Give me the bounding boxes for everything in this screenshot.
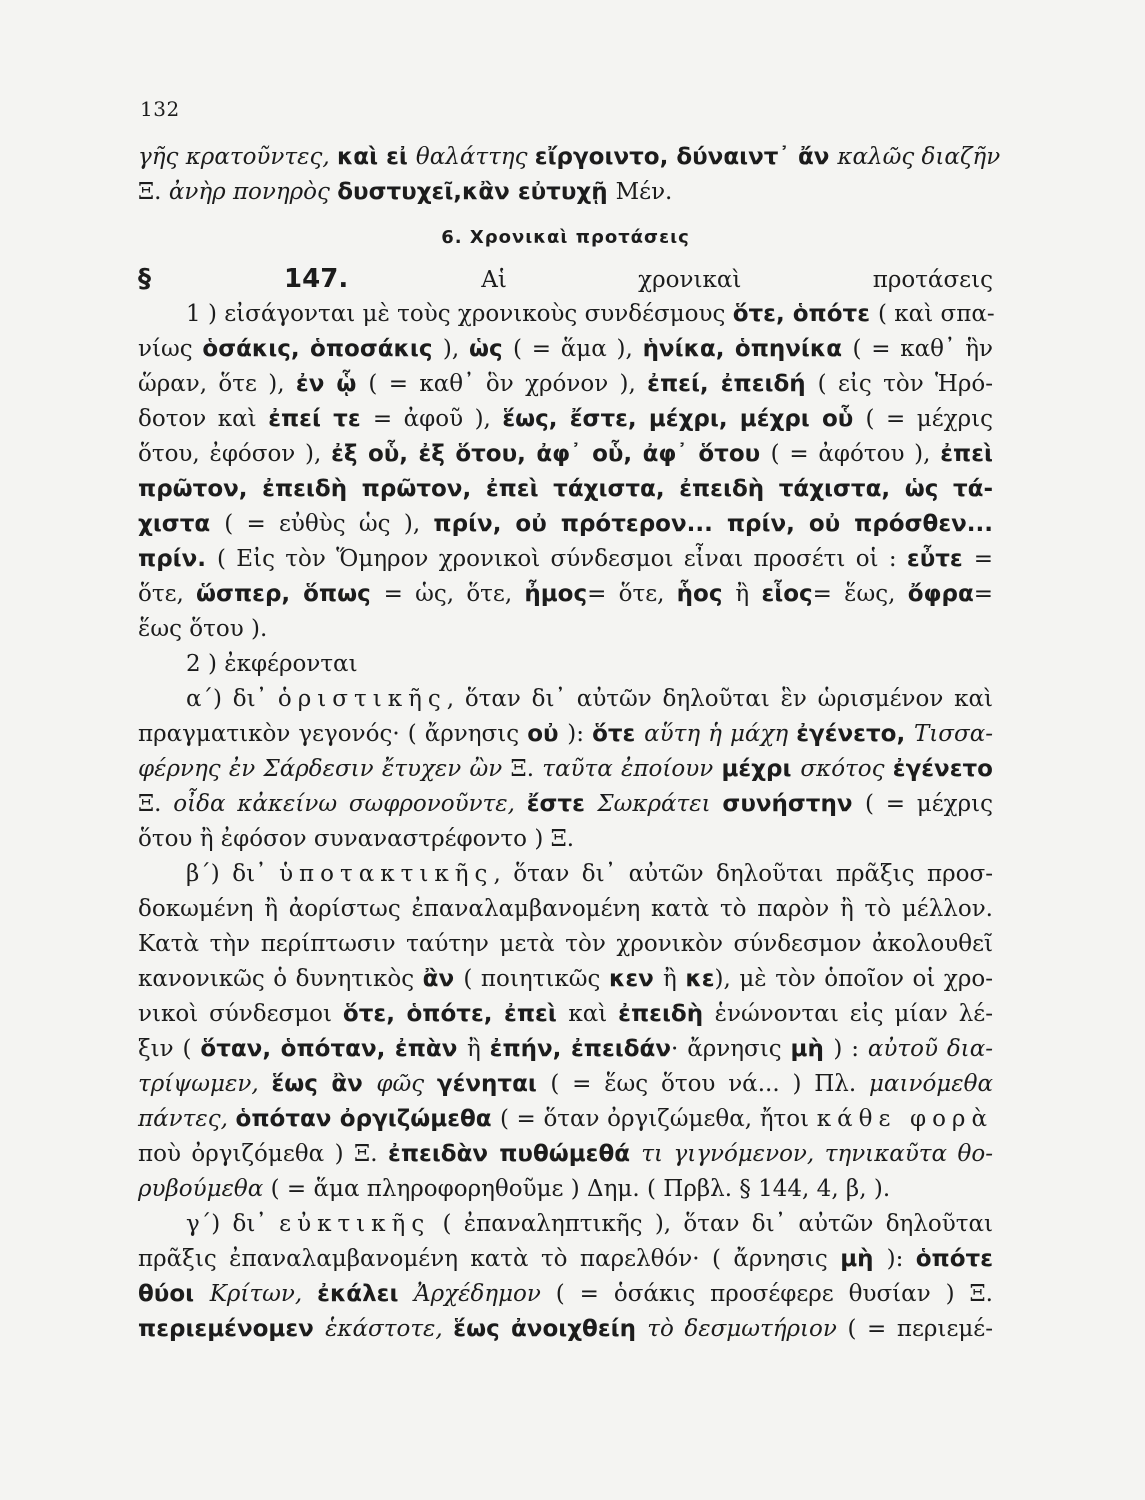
text-segment: Τισσα-: [913, 721, 993, 747]
text-segment: ὅτε, ὁπότε: [732, 301, 879, 327]
text-segment: ὄφρα: [907, 581, 974, 607]
text-line: [138, 1137, 993, 1172]
text-segment: ὁσάκις, ὁποσάκις: [202, 336, 443, 362]
text-segment: ὅτου, ἐφόσον ),: [138, 441, 332, 467]
text-segment: α΄) δι᾽: [186, 686, 278, 712]
text-segment: ( = εὐθὺς ὡς ),: [224, 511, 434, 537]
text-segment: § 147.: [138, 264, 482, 294]
text-segment: ἀνὴρ πονηρὸς: [168, 179, 338, 205]
text-line: [138, 367, 993, 402]
text-segment: πραγματικὸν γεγονός· ( ἄρνησις: [138, 721, 528, 747]
text-segment: ἔστε: [526, 791, 598, 817]
text-segment: ἐπήν, ἐπειδάν: [489, 1036, 672, 1062]
text-segment: ὑποτακτικῆς: [279, 861, 494, 887]
text-segment: πρῶτον, ἐπειδὴ πρῶτον, ἐπεὶ τάχιστα, ἐπειδὴ τάχιστα, ὡς τά-: [138, 476, 993, 502]
text-segment: Ἀρχέδημον: [414, 1281, 556, 1307]
text-segment: εἴργοιντο, δύναιντ᾽ ἄν: [534, 144, 838, 170]
text-segment: 2 ) ἐκφέρονται: [186, 651, 358, 677]
text-segment: ( καὶ σπα-: [878, 301, 995, 327]
text-line: [138, 472, 993, 507]
text-segment: ( = μέχρις: [865, 406, 993, 432]
text-line: [138, 297, 993, 332]
section-heading: 6. Χρονικαὶ προτάσεις: [441, 227, 690, 248]
text-segment: ( = ἅμα ),: [513, 336, 643, 362]
text-segment: ( Εἰς τὸν Ὅμηρον χρονικοὶ σύνδεσμοι εἶναι προσέτι οἱ :: [217, 546, 907, 572]
text-segment: ξιν (: [138, 1036, 201, 1062]
text-segment: αὐτοῦ δια-: [867, 1036, 994, 1062]
text-line: [138, 962, 993, 997]
text-line: [138, 1067, 993, 1102]
text-segment: ὅτου ἢ ἐφόσον συναναστρέφοντο ) Ξ.: [138, 826, 575, 852]
text-segment: ἐπεί τε: [268, 406, 373, 432]
text-line: [138, 577, 993, 612]
text-segment: = ὡς, ὅτε,: [383, 581, 525, 607]
text-segment: μέχρι: [721, 756, 801, 782]
text-segment: ( εἰς τὸν Ἡρό-: [817, 371, 993, 397]
text-line: [138, 1277, 993, 1312]
text-segment: ἕως ἂν: [271, 1071, 377, 1097]
text-segment: ):: [567, 721, 593, 747]
text-segment: νικοὶ σύνδεσμοι: [138, 1001, 343, 1027]
text-segment: οἶδα κἀκείνω σωφρονοῦντε,: [173, 791, 527, 817]
text-segment: οὐ: [527, 721, 568, 747]
text-segment: ἐπειδὴ: [618, 1001, 715, 1027]
text-line: [138, 612, 993, 647]
text-segment: ):: [886, 1246, 916, 1272]
text-segment: πρίν, οὐ πρότερον... πρίν, οὐ πρόσθεν...: [433, 511, 994, 537]
text-segment: ὅτε,: [138, 581, 197, 607]
text-line: [138, 140, 1001, 175]
text-segment: Ξ.: [510, 756, 543, 782]
text-segment: μαινόμεθα: [868, 1071, 993, 1097]
text-segment: δοκωμένη ἢ ἀορίστως ἐπαναλαμβανομένη κατὰ τὸ παρὸν ἢ τὸ μέλλον.: [138, 896, 993, 922]
text-line: [138, 507, 993, 542]
text-segment: ὅταν, ὁπόταν, ἐπὰν: [200, 1036, 467, 1062]
text-segment: τι γιγνόμενον, τηνικαῦτα θο-: [641, 1141, 993, 1167]
text-segment: ὥραν, ὅτε ),: [138, 371, 296, 397]
text-segment: χιστα: [138, 511, 225, 537]
text-segment: ( = ἕως ὅτου νά... ) Πλ.: [550, 1071, 869, 1097]
text-segment: ποὺ ὀργιζόμεθα ) Ξ.: [138, 1141, 389, 1167]
text-segment: εὐκτικῆς: [279, 1211, 431, 1237]
text-line: [138, 1032, 993, 1067]
body-text: [138, 140, 1001, 1347]
text-line: [138, 1102, 993, 1137]
text-segment: =: [973, 546, 994, 572]
text-line: [138, 647, 993, 682]
text-segment: δυστυχεῖ,κἂν εὐτυχῇ: [337, 179, 616, 205]
text-line: [138, 1242, 993, 1277]
text-segment: συνήστην: [722, 791, 865, 817]
page-number: 132: [140, 97, 180, 121]
text-segment: Ξ.: [138, 791, 174, 817]
text-segment: κεν: [608, 966, 664, 992]
text-segment: πάντες,: [138, 1106, 236, 1132]
text-segment: γῆς κρατοῦντες,: [138, 144, 337, 170]
text-segment: ( = περιεμέ-: [847, 1316, 993, 1342]
text-segment: δοτον καὶ: [138, 406, 269, 432]
text-segment: Ξ.: [138, 179, 169, 205]
text-segment: ἐκάλει: [317, 1281, 415, 1307]
text-segment: καὶ εἰ: [336, 144, 416, 170]
text-line: [138, 1312, 993, 1347]
text-segment: , ὅταν δι᾽ αὐτῶν δηλοῦται πρᾶξις προσ-: [493, 861, 993, 887]
text-segment: σκότος: [800, 756, 893, 782]
text-segment: καλῶς διαζῆν: [837, 144, 1001, 170]
text-segment: ἐπειδὰν πυθώμεθά: [388, 1141, 642, 1167]
text-line: [138, 262, 993, 297]
text-segment: κανονικῶς ὁ δυνητικὸς: [138, 966, 423, 992]
text-line: [138, 437, 993, 472]
text-segment: ἐξ οὗ, ἐξ ὅτου, ἀφ᾽ οὗ, ἀφ᾽ ὅτου: [331, 441, 771, 467]
text-segment: ὥσπερ, ὅπως: [196, 581, 384, 607]
text-segment: καὶ: [568, 1001, 619, 1027]
text-segment: μὴ: [790, 1036, 834, 1062]
text-segment: , ὅταν δι᾽ αὐτῶν δηλοῦται ἓν ὡρισμένον καὶ: [446, 686, 994, 712]
text-line: [138, 717, 993, 752]
text-segment: ἐπεὶ: [940, 441, 993, 467]
text-segment: ἑνώνονται εἰς μίαν λέ-: [714, 1001, 993, 1027]
text-segment: ( = ἅμα πληροφορηθοῦμε ) Δημ. ( Πρβλ. § 144, 4, β, ).: [270, 1176, 891, 1202]
text-segment: νίως: [138, 336, 203, 362]
text-segment: = ἀφοῦ ),: [372, 406, 503, 432]
text-segment: πρίν.: [138, 546, 218, 572]
text-segment: β΄) δι᾽: [186, 861, 280, 887]
text-segment: ὁπότε: [915, 1246, 994, 1272]
text-line: [138, 1207, 993, 1242]
text-segment: ἑκάστοτε,: [325, 1316, 454, 1342]
text-segment: ἐγένετο,: [796, 721, 914, 747]
text-segment: περιεμένομεν: [138, 1316, 326, 1342]
text-line: [138, 210, 993, 262]
text-segment: Σωκράτει: [597, 791, 723, 817]
text-line: [138, 542, 993, 577]
text-segment: ( ποιητικῶς: [463, 966, 609, 992]
text-line: [138, 1172, 993, 1207]
text-segment: γένηται: [436, 1071, 551, 1097]
text-segment: ὁριστικῆς: [277, 686, 447, 712]
text-segment: ( ἐπαναληπτικῆς ), ὅταν δι᾽ αὐτῶν δηλοῦται: [430, 1211, 993, 1237]
text-segment: ἐπεί, ἐπειδή: [647, 371, 818, 397]
text-segment: τρίψωμεν,: [138, 1071, 272, 1097]
text-segment: κάθε φορὰ: [816, 1106, 993, 1132]
text-segment: ἦμος: [524, 581, 588, 607]
text-line: [138, 682, 993, 717]
text-segment: γ΄) δι᾽: [186, 1211, 280, 1237]
text-segment: ( = καθ᾽ ἣν: [852, 336, 993, 362]
text-segment: ἂν: [422, 966, 464, 992]
text-segment: ἕως ἀνοιχθείη: [453, 1316, 648, 1342]
text-line: [138, 892, 993, 927]
text-segment: = ὅτε,: [587, 581, 677, 607]
text-segment: = ἕως,: [812, 581, 908, 607]
text-segment: Μέν.: [615, 179, 673, 205]
text-segment: ταῦτα ἐποίουν: [542, 756, 722, 782]
text-segment: ),: [442, 336, 469, 362]
text-segment: ἢ: [735, 581, 762, 607]
text-segment: ἕως ὅτου ).: [138, 616, 268, 642]
text-segment: ἢ: [663, 966, 686, 992]
text-line: [138, 752, 993, 787]
text-segment: ( = καθ᾽ ὃν χρόνον ),: [368, 371, 648, 397]
text-segment: φέρνης ἐν Σάρδεσιν ἔτυχεν ὢν: [138, 756, 511, 782]
text-segment: ὅτε, ὁπότε, ἐπεὶ: [342, 1001, 569, 1027]
text-segment: ἐν ᾧ: [295, 371, 369, 397]
text-segment: 1 ) εἰσάγονται μὲ τοὺς χρονικοὺς συνδέσμους: [186, 301, 733, 327]
text-line: [138, 822, 993, 857]
text-segment: ( = ὁσάκις προσέφερε θυσίαν ) Ξ.: [555, 1281, 993, 1307]
text-segment: ἕως, ἔστε, μέχρι, μέχρι οὗ: [502, 406, 866, 432]
text-segment: εἷος: [761, 581, 813, 607]
text-segment: Κρίτων,: [209, 1281, 318, 1307]
text-segment: · ἄρνησις: [671, 1036, 791, 1062]
text-segment: ἡνίκα, ὁπηνίκα: [642, 336, 853, 362]
text-segment: κε: [685, 966, 715, 992]
text-segment: ὅτε: [592, 721, 645, 747]
text-segment: θύοι: [138, 1281, 210, 1307]
text-line: [138, 857, 993, 892]
text-line: [138, 402, 993, 437]
text-line: [138, 787, 993, 822]
text-segment: ( = ἀφότου ),: [770, 441, 941, 467]
text-segment: Κατὰ τὴν περίπτωσιν ταύτην μετὰ τὸν χρονικὸν σύνδεσμον ἀκολουθεῖ: [138, 931, 993, 957]
text-line: [138, 997, 993, 1032]
text-segment: ( = μέχρις: [865, 791, 994, 817]
text-segment: ), μὲ τὸν ὁποῖον οἱ χρο-: [714, 966, 993, 992]
text-line: [138, 175, 993, 210]
text-segment: φῶς: [376, 1071, 437, 1097]
text-segment: ὁπόταν ὀργιζώμεθα: [235, 1106, 500, 1132]
text-segment: ἢ: [466, 1036, 490, 1062]
text-segment: πρᾶξις ἐπαναλαμβανομένη κατὰ τὸ παρελθόν· ( ἄρνησις: [138, 1246, 841, 1272]
text-segment: εὖτε: [906, 546, 974, 572]
text-segment: ἐγένετο: [892, 756, 993, 782]
text-segment: ἧος: [676, 581, 736, 607]
text-segment: =: [973, 581, 994, 607]
text-segment: Αἱ χρονικαὶ προτάσεις: [481, 267, 993, 293]
text-segment: μὴ: [840, 1246, 887, 1272]
text-line: [138, 332, 993, 367]
text-segment: αὕτη ἡ μάχη: [644, 721, 797, 747]
text-segment: τὸ δεσμωτήριον: [647, 1316, 848, 1342]
text-segment: θαλάττης: [415, 144, 535, 170]
text-segment: ( = ὅταν ὀργιζώμεθα, ἤτοι: [499, 1106, 817, 1132]
text-segment: ) :: [833, 1036, 868, 1062]
text-segment: ὡς: [468, 336, 514, 362]
text-segment: ρυβούμεθα: [138, 1176, 271, 1202]
text-line: [138, 927, 993, 962]
